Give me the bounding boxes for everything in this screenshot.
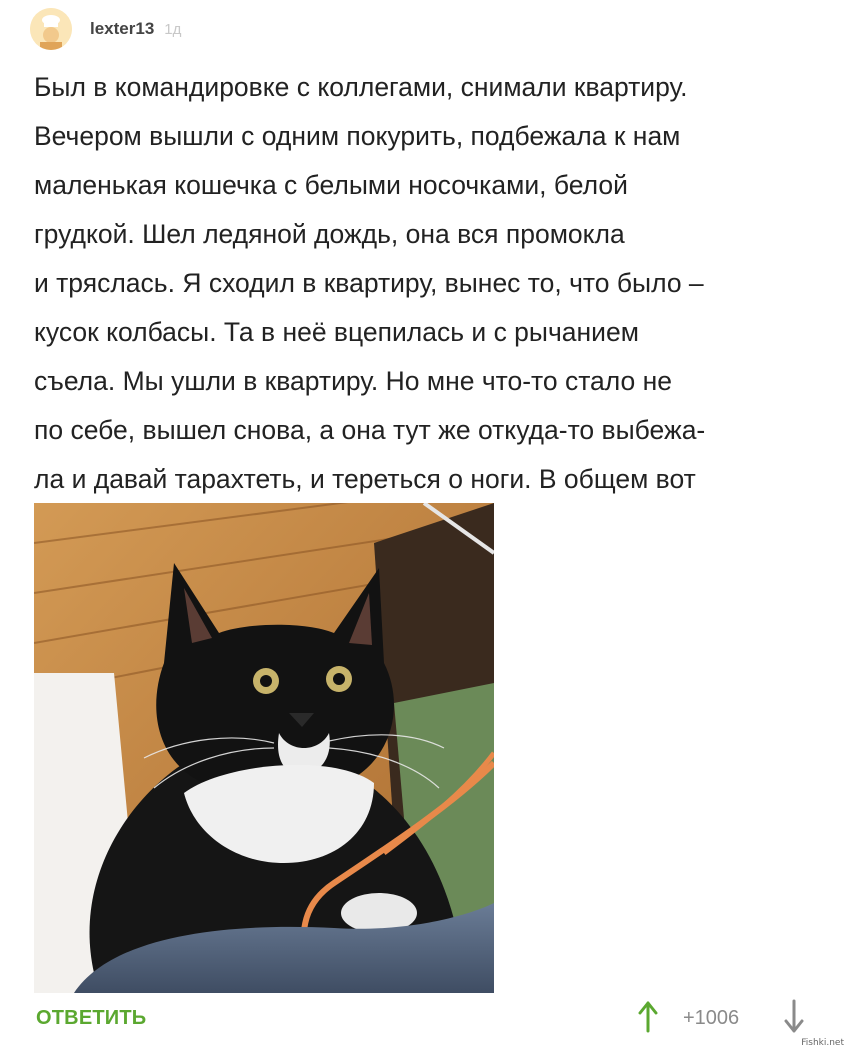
chef-avatar-icon [30,8,72,50]
cat-photo-illustration [34,503,494,993]
comment-text [34,63,824,504]
comment-text-line: Вечером вышли с одним покурить, подбежала к нам [34,121,681,151]
arrow-down-icon[interactable] [782,999,806,1033]
comment-text-line: съела. Мы ушли в квартиру. Но мне что-то стало не [34,366,673,396]
cat-photo[interactable] [34,503,494,993]
user-avatar[interactable] [30,8,72,50]
comment-header [30,8,181,50]
arrow-up-icon[interactable] [636,1001,660,1033]
comment-footer [0,995,850,1040]
comment-text-line: маленькая кошечка с белыми носочками, белой [34,170,628,200]
username[interactable]: lexter13 [90,19,155,38]
comment-text-line: Был в командировке с коллегами, снимали квартиру. [34,72,688,102]
timestamp: 1д [164,20,182,38]
comment-text-line: по себе, вышел снова, а она тут же откуда-то выбежа- [34,415,706,445]
rating-score: +1006 [683,1007,740,1029]
comment-text-line: и тряслась. Я сходил в квартиру, вынес то, что было – [34,268,704,298]
reply-button[interactable]: ОТВЕТИТЬ [36,1007,147,1029]
comment-text-line: кусок колбасы. Та в неё вцепилась и с рычанием [34,317,639,347]
comment-text-line: ла и давай тарахтеть, и тереться о ноги. В общем вот [34,464,696,494]
comment-text-line: грудкой. Шел ледяной дождь, она вся промокла [34,219,625,249]
watermark: Fishki.net [801,1038,844,1048]
